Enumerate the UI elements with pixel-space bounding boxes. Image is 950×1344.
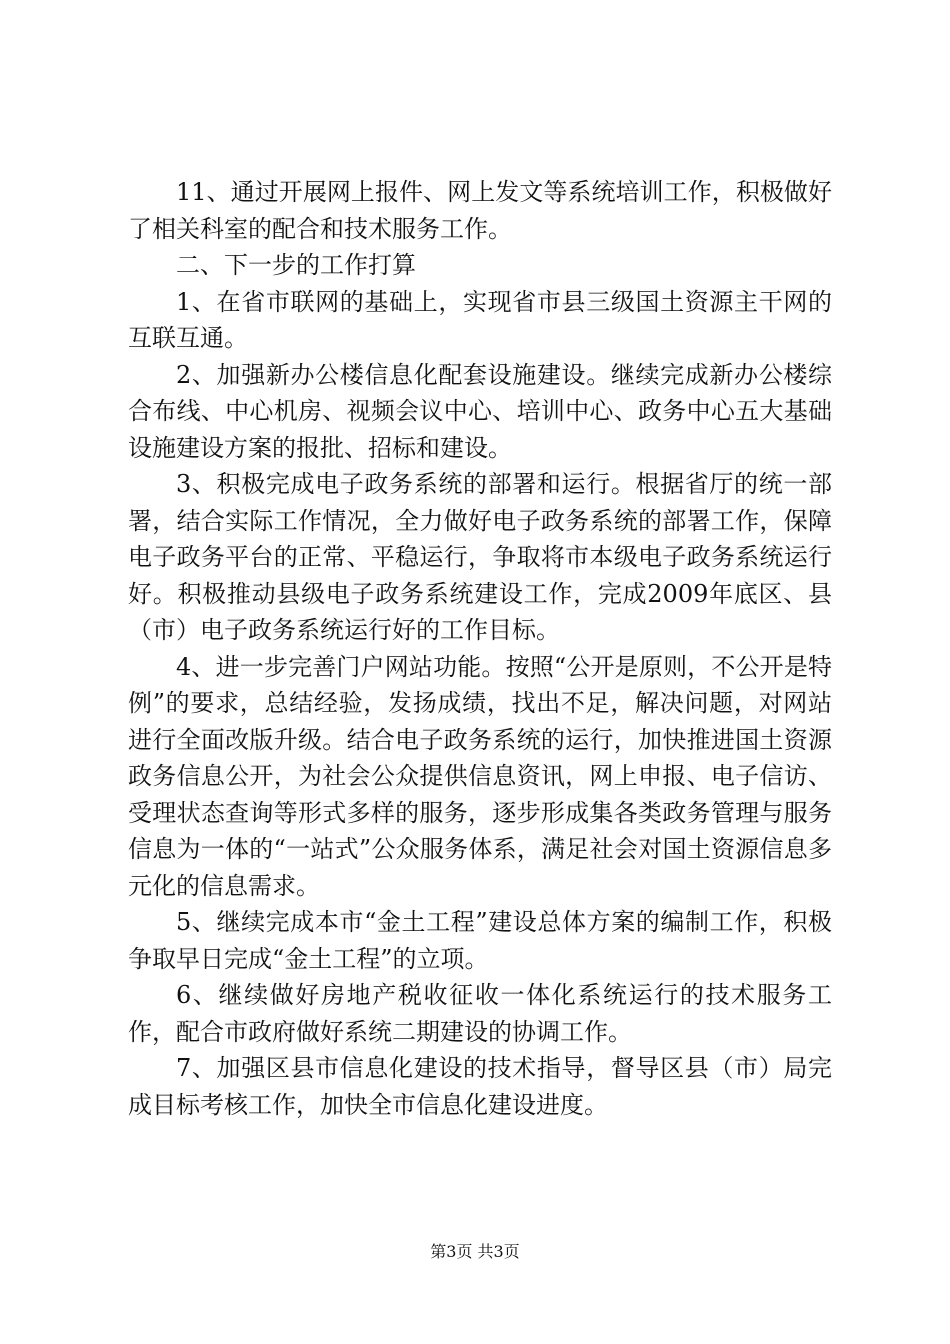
paragraph-plan-3: 3、积极完成电子政务系统的部署和运行。根据省厅的统一部署，结合实际工作情况，全力做好电子政务系统的部署工作，保障电子政务平台的正常、平稳运行，争取将市本级电子政务系统运行好。积极推动县级电子政务系统建设工作，完成2009年底区、县（市）电子政务系统运行好的工作目标。 — [128, 470, 832, 644]
paragraph-plan-4: 4、进一步完善门户网站功能。按照“公开是原则，不公开是特例”的要求，总结经验，发扬成绩，找出不足，解决问题，对网站进行全面改版升级。结合电子政务系统的运行，加快推进国土资源政务信息公开，为社会公众提供信息资讯，网上申报、电子信访、受理状态查询等形式多样的服务，逐步形成集各类政务管理与服务信息为一体的“一站式”公众服务体系，满足社会对国土资源信息多元化的信息需求。 — [128, 652, 832, 900]
paragraph-plan-1: 1、在省市联网的基础上，实现省市县三级国土资源主干网的互联互通。 — [128, 287, 832, 352]
paragraph-plan-5: 5、继续完成本市“金土工程”建设总体方案的编制工作，积极争取早日完成“金土工程”的立项。 — [128, 908, 832, 973]
paragraph-item-11: 11、通过开展网上报件、网上发文等系统培训工作，积极做好了相关科室的配合和技术服务工作。 — [128, 178, 832, 243]
paragraph-plan-6: 6、继续做好房地产税收征收一体化系统运行的技术服务工作，配合市政府做好系统二期建设的协调工作。 — [128, 981, 832, 1046]
page-number-footer: 第3页 共3页 — [430, 1242, 520, 1261]
paragraph-plan-2: 2、加强新办公楼信息化配套设施建设。继续完成新办公楼综合布线、中心机房、视频会议中心、培训中心、政务中心五大基础设施建设方案的报批、招标和建设。 — [128, 360, 832, 462]
section-heading: 二、下一步的工作打算 — [176, 251, 416, 279]
paragraph-plan-7: 7、加强区县市信息化建设的技术指导，督导区县（市）局完成目标考核工作，加快全市信息化建设进度。 — [128, 1054, 832, 1119]
document-body — [128, 174, 832, 1123]
